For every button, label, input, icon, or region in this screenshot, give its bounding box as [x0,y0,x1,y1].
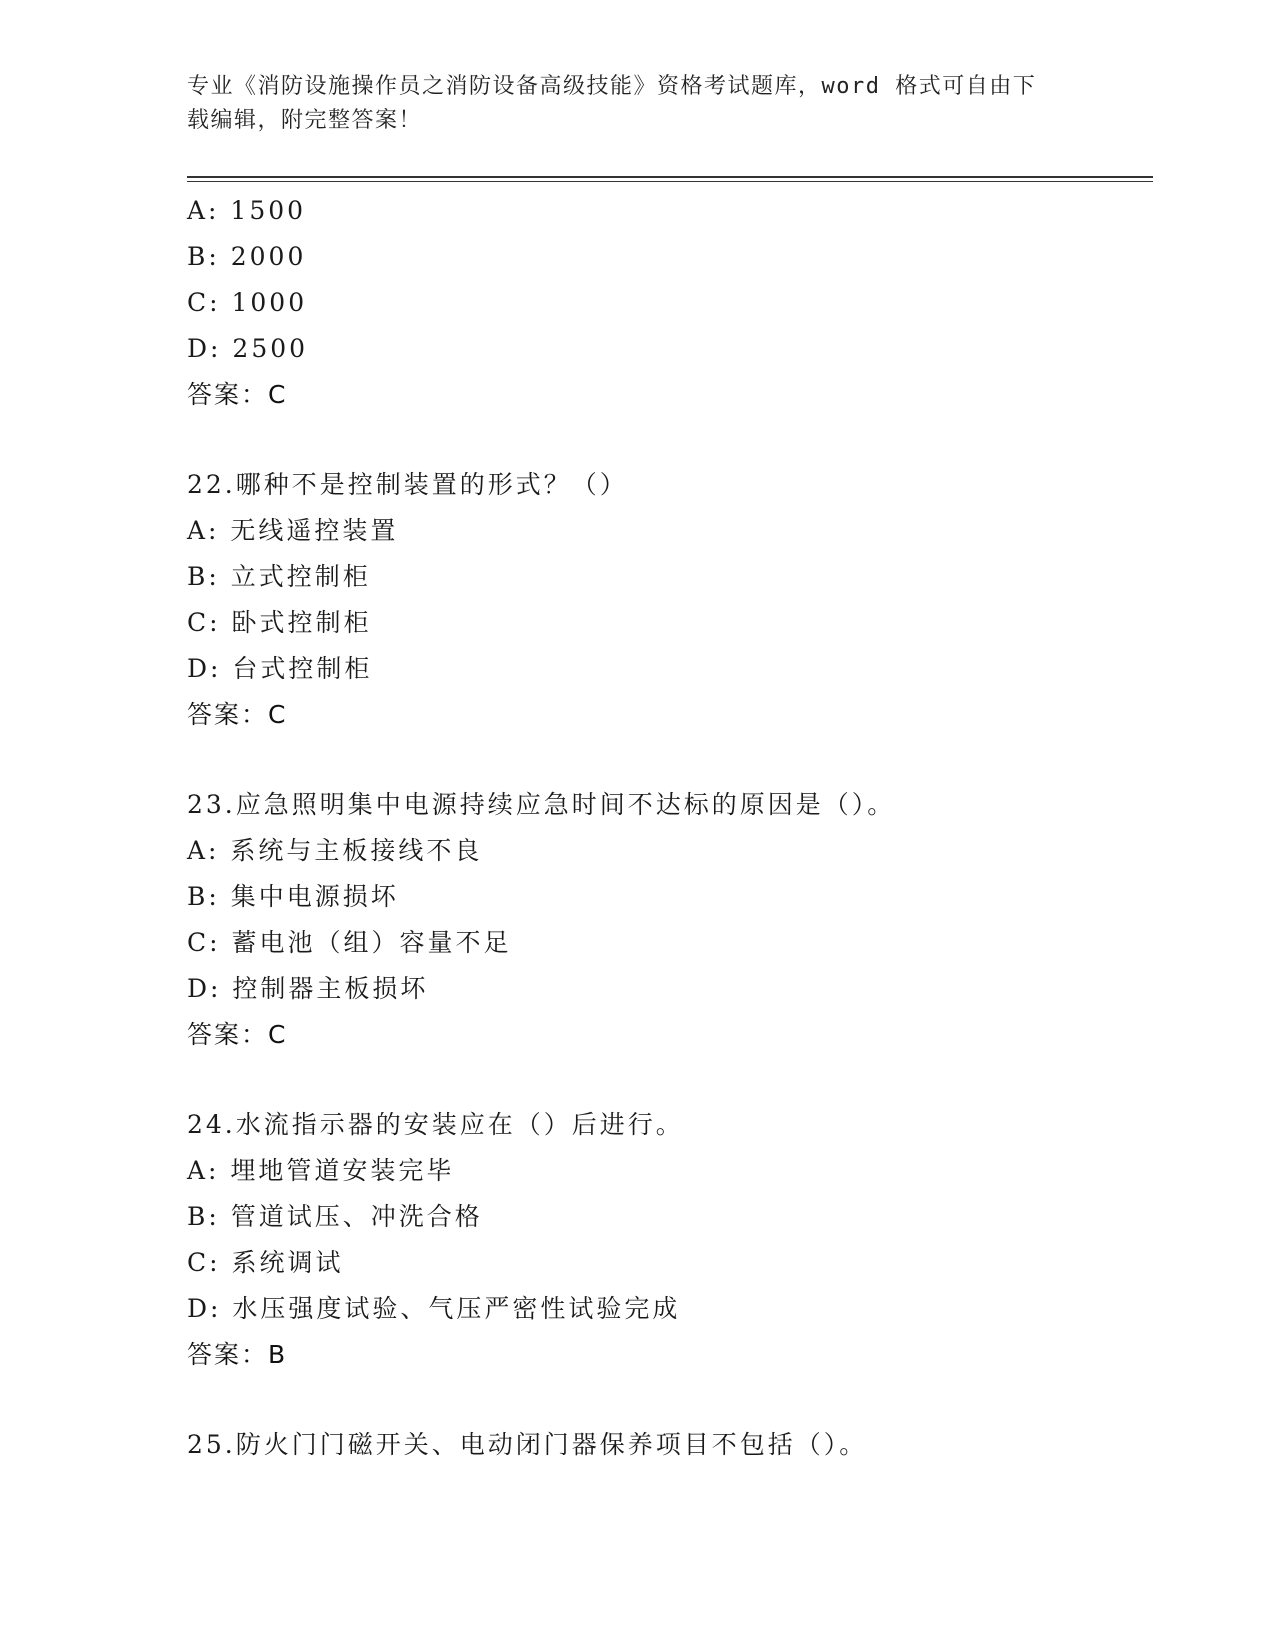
question-gap [187,738,1153,782]
option-b: B: 2000 [187,242,307,271]
option-a: A: 埋地管道安装完毕 [187,1156,455,1185]
option-d: D: 台式控制柜 [187,654,373,683]
option-b: B: 立式控制柜 [187,562,371,591]
header-divider-thin [187,181,1153,182]
answer-line: 答案：B [187,1340,288,1369]
option-a: A: 系统与主板接线不良 [187,836,483,865]
header-line-2: 载编辑，附完整答案！ [187,108,423,133]
header-divider-thick [187,176,1153,178]
option-c: C: 1000 [187,288,308,317]
answer-line: 答案：C [187,380,288,409]
question-gap [187,418,1153,462]
option-d: D: 2500 [187,334,309,363]
question-list [187,188,1153,1468]
header-line-1: 专业《消防设施操作员之消防设备高级技能》资格考试题库，word 格式可自由下 [187,74,1037,99]
question-gap [187,1378,1153,1422]
question-stem: 23.应急照明集中电源持续应急时间不达标的原因是（）。 [187,790,896,819]
option-c: C: 蓄电池（组）容量不足 [187,928,512,957]
question-stem: 22.哪种不是控制装置的形式？（） [187,470,628,499]
option-a: A: 无线遥控装置 [187,516,399,545]
answer-line: 答案：C [187,1020,288,1049]
option-b: B: 集中电源损坏 [187,882,399,911]
option-c: C: 系统调试 [187,1248,344,1277]
question-stem: 24.水流指示器的安装应在（）后进行。 [187,1110,684,1139]
question-25 [187,1422,1153,1468]
option-c: C: 卧式控制柜 [187,608,372,637]
question-gap [187,1058,1153,1102]
option-d: D: 控制器主板损坏 [187,974,429,1003]
option-b: B: 管道试压、冲洗合格 [187,1202,483,1231]
question-stem: 25.防火门门磁开关、电动闭门器保养项目不包括（）。 [187,1430,868,1459]
option-d: D: 水压强度试验、气压严密性试验完成 [187,1294,681,1323]
question-24 [187,1102,1153,1378]
document-header [187,70,1067,138]
option-a: A: 1500 [187,196,307,225]
answer-line: 答案：C [187,700,288,729]
question-23 [187,782,1153,1058]
question-21 [187,188,1153,418]
question-22 [187,462,1153,738]
